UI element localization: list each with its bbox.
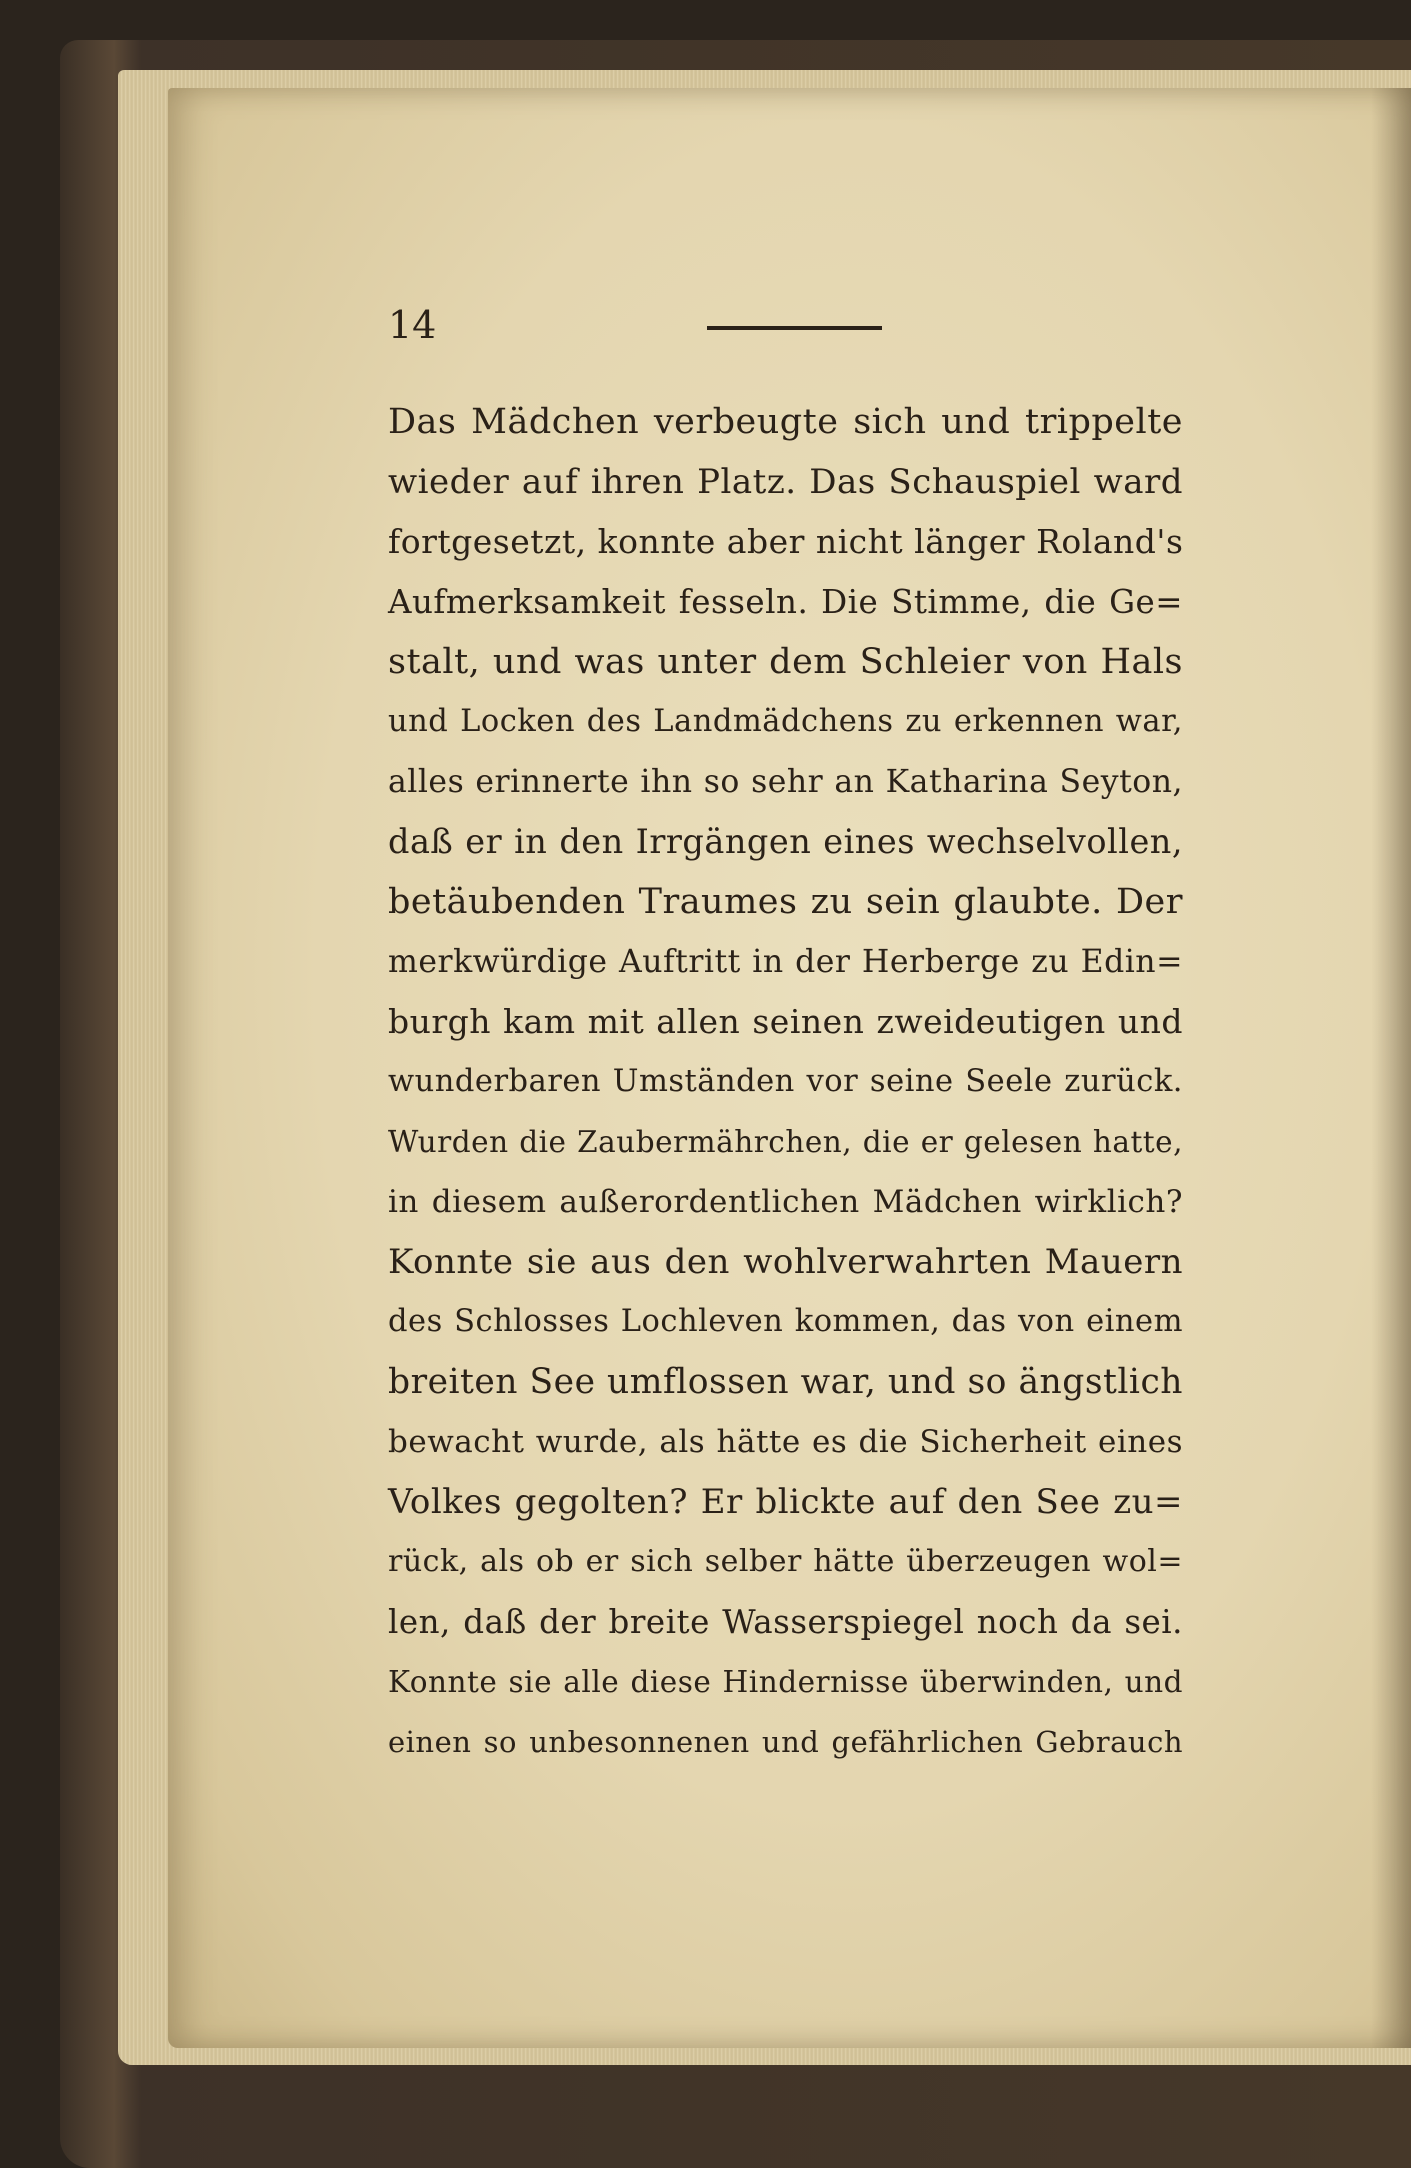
text-line: alles erinnerte ihn so sehr an Katharina Seyton, — [388, 764, 1183, 800]
text-line: des Schlosses Lochleven kommen, das von einem — [388, 1304, 1183, 1339]
gutter-shadow — [1371, 88, 1411, 2048]
text-line: wieder auf ihren Platz. Das Schauspiel ward — [388, 462, 1183, 502]
text-line: breiten See umflossen war, und so ängstlich — [388, 1362, 1183, 1402]
text-line: Das Mädchen verbeugte sich und trippelte — [388, 402, 1183, 442]
page-number: 14 — [388, 303, 437, 347]
text-line: Volkes gegolten? Er blickte auf den See zu= — [388, 1482, 1183, 1522]
text-line: bewacht wurde, als hätte es die Sicherheit eines — [388, 1424, 1183, 1460]
text-line: rück, als ob er sich selber hätte überzeugen wol= — [388, 1544, 1183, 1579]
text-line: burgh kam mit allen seinen zweideutigen und — [388, 1002, 1183, 1041]
text-line: fortgesetzt, konnte aber nicht länger Roland's — [388, 522, 1184, 561]
text-line: wunderbaren Umständen vor seine Seele zurück. — [388, 1064, 1183, 1099]
text-line: Konnte sie alle diese Hindernisse überwinden, und — [388, 1665, 1183, 1699]
text-line: Wurden die Zaubermährchen, die er gelesen hatte, — [388, 1125, 1183, 1159]
text-line: Aufmerksamkeit fesseln. Die Stimme, die Ge= — [388, 583, 1183, 621]
text-line: len, daß der breite Wasserspiegel noch da sei. — [388, 1603, 1183, 1641]
text-line: einen so unbesonnenen und gefährlichen Gebrauch — [388, 1725, 1183, 1759]
text-line: merkwürdige Auftritt in der Herberge zu Edin= — [388, 944, 1183, 980]
header-rule — [707, 326, 882, 330]
text-line: Konnte sie aus den wohlverwahrten Mauern — [388, 1242, 1183, 1282]
text-line: und Locken des Landmädchens zu erkennen war, — [388, 704, 1183, 739]
text-line: in diesem außerordentlichen Mädchen wirklich? — [388, 1184, 1183, 1220]
text-line: stalt, und was unter dem Schleier von Hals — [388, 642, 1183, 682]
text-line: betäubenden Traumes zu sein glaubte. Der — [388, 882, 1183, 922]
body-text — [388, 392, 1183, 1772]
text-line: daß er in den Irrgängen eines wechselvollen, — [388, 822, 1183, 861]
